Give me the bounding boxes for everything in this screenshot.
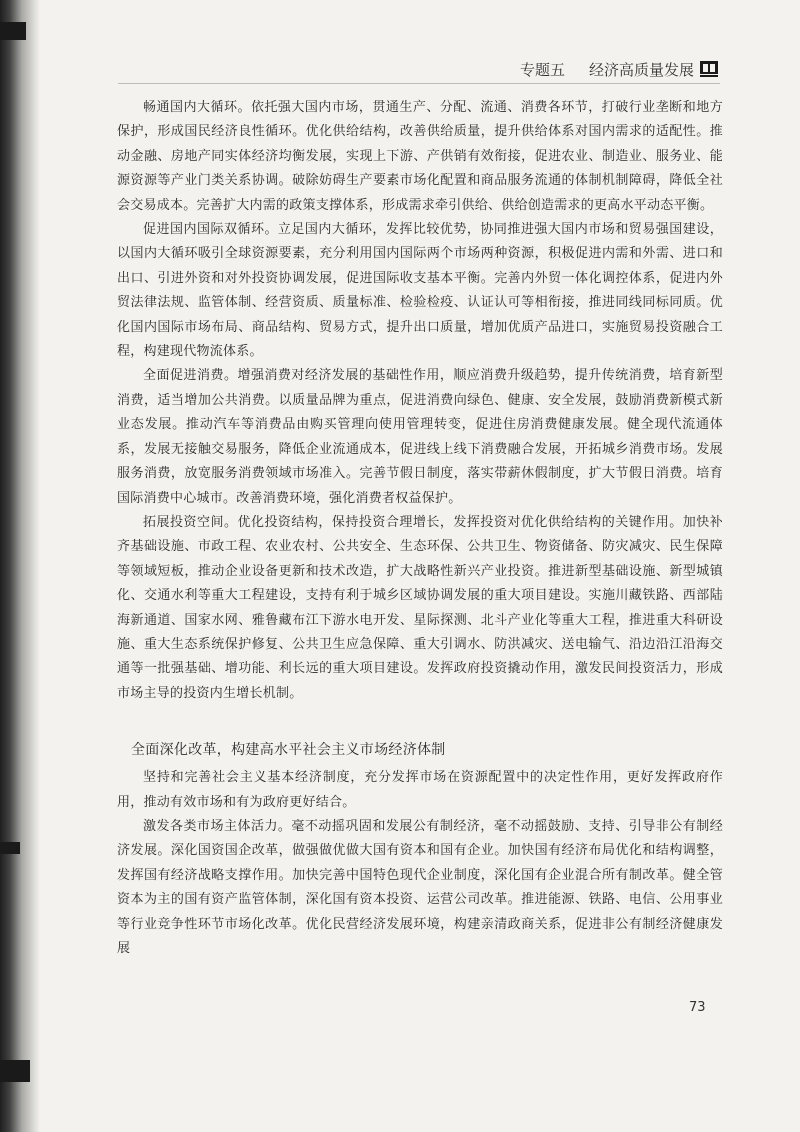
page-spine-shadow	[0, 0, 40, 1132]
body-text	[117, 96, 723, 961]
section-heading: 全面深化改革，构建高水平社会主义市场经济体制	[131, 742, 446, 759]
spine-mark	[0, 1060, 30, 1082]
section-title: 经济高质量发展	[588, 60, 694, 79]
running-head	[520, 58, 718, 80]
paragraph-dual-circulation: 促进国内国际双循环。立足国内大循环，发挥比较优势，协同推进强大国内市场和贸易强国建设，以国内大循环吸引全球资源要素，充分利用国内国际两个市场两种资源，积极促进内需和外需、进口和出口、引进外资和对外投资协调发展，促进国际收支基本平衡。完善内外贸一体化调控体系，促进内外贸法律法规、监管体制、经营资质、质量标准、检验检疫、认证认可等相衔接，推进同线同标同质。优化国内国际市场布局、商品结构、贸易方式，提升出口质量，增加优质产品进口，实施贸易投资融合工程，构建现代物流体系。	[117, 222, 723, 360]
paragraph-basic-economic-system: 坚持和完善社会主义基本经济制度，充分发挥市场在资源配置中的决定性作用，更好发挥政府作用，推动有效市场和有为政府更好结合。	[117, 770, 723, 810]
header-rule	[118, 83, 720, 84]
book-icon	[700, 61, 718, 77]
chapter-label: 专题五	[519, 60, 565, 79]
page-number: 73	[689, 1000, 706, 1015]
spine-mark	[0, 842, 20, 854]
spine-mark	[0, 22, 26, 40]
paragraph-investment-space: 拓展投资空间。优化投资结构，保持投资合理增长，发挥投资对优化供给结构的关键作用。加快补齐基础设施、市政工程、农业农村、公共安全、生态环保、公共卫生、物资储备、防灾减灾、民生保障等领域短板，推动企业设备更新和技术改造，扩大战略性新兴产业投资。推进新型基础设施、新型城镇化、交通水利等重大工程建设，支持有利于城乡区域协调发展的重大项目建设。实施川藏铁路、西部陆海新通道、国家水网、雅鲁藏布江下游水电开发、星际探测、北斗产业化等重大工程，推进重大科研设施、重大生态系统保护修复、公共卫生应急保障、重大引调水、防洪减灾、送电输气、沿边沿江沿海交通等一批强基础、增功能、利长远的重大项目建设。发挥政府投资撬动作用，激发民间投资活力，形成市场主导的投资内生增长机制。	[117, 514, 723, 701]
paragraph-promote-consumption: 全面促进消费。增强消费对经济发展的基础性作用，顺应消费升级趋势，提升传统消费，培育新型消费，适当增加公共消费。以质量品牌为重点，促进消费向绿色、健康、安全发展，鼓励消费新模式新业态发展。推动汽车等消费品由购买管理向使用管理转变，促进住房消费健康发展。健全现代流通体系，发展无接触交易服务，降低企业流通成本，促进线上线下消费融合发展，开拓城乡消费市场。发展服务消费，放宽服务消费领域市场准入。完善节假日制度，落实带薪休假制度，扩大节假日消费。培育国际消费中心城市。改善消费环境，强化消费者权益保护。	[117, 368, 723, 506]
paragraph-domestic-circulation: 畅通国内大循环。依托强大国内市场，贯通生产、分配、流通、消费各环节，打破行业垄断和地方保护，形成国民经济良性循环。优化供给结构，改善供给质量，提升供给体系对国内需求的适配性。推动金融、房地产同实体经济均衡发展，实现上下游、产供销有效衔接，促进农业、制造业、服务业、能源资源等产业门类关系协调。破除妨碍生产要素市场化配置和商品服务流通的体制机制障碍，降低全社会交易成本。完善扩大内需的政策支撑体系，形成需求牵引供给、供给创造需求的更高水平动态平衡。	[117, 100, 723, 213]
paragraph-market-entities: 激发各类市场主体活力。毫不动摇巩固和发展公有制经济，毫不动摇鼓励、支持、引导非公有制经济发展。深化国资国企改革，做强做优做大国有资本和国有企业。加快国有经济布局优化和结构调整，发挥国有经济战略支撑作用。加快完善中国特色现代企业制度，深化国有企业混合所有制改革。健全管资本为主的国有资产监管体制，深化国有资本投资、运营公司改革。推进能源、铁路、电信、公用事业等行业竞争性环节市场化改革。优化民营经济发展环境，构建亲清政商关系，促进非公有制经济健康发展	[117, 818, 723, 956]
